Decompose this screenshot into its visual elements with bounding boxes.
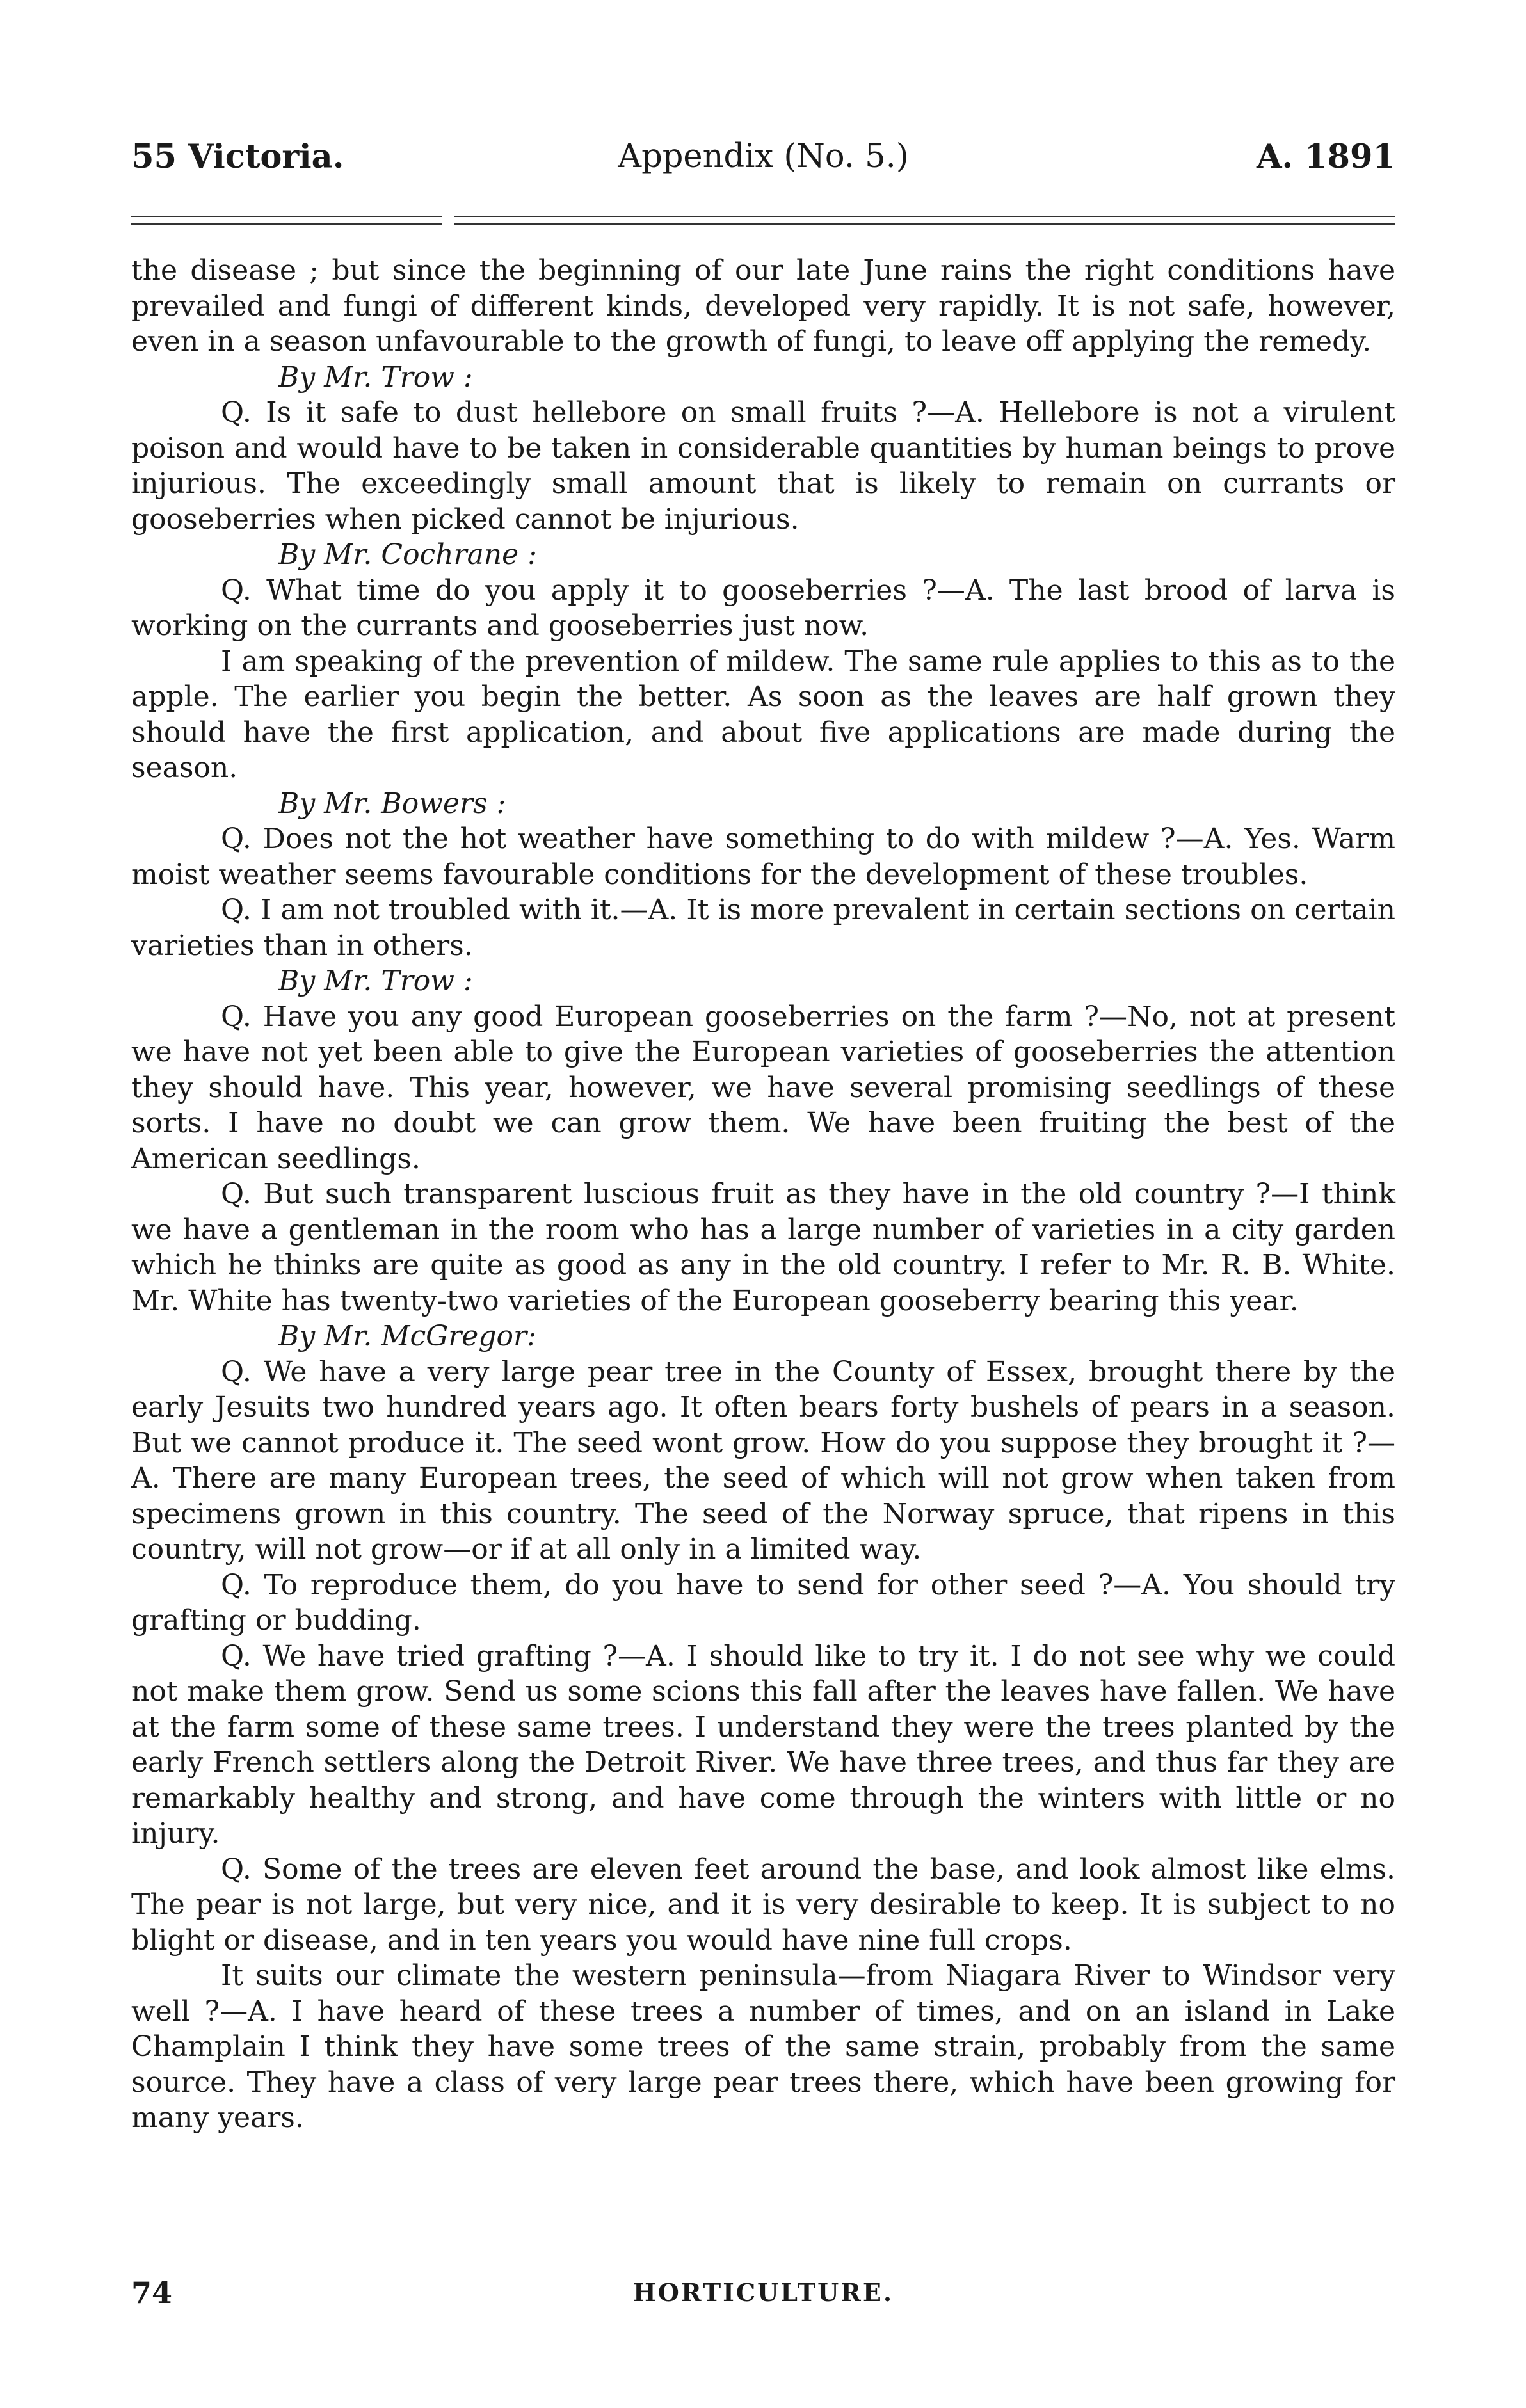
speaker-heading: By Mr. Cochrane : [278,538,537,571]
paragraph: Q. To reproduce them, do you have to send for other seed ?—A. You should try grafting or budding. [131,1568,1395,1637]
paragraph: Q. Does not the hot weather have something to do with mildew ?—A. Yes. Warm moist weather seems favourable conditions for the development of these troubles. [131,823,1395,891]
header-appendix: Appendix (No. 5.) [618,138,909,175]
paragraph: Q. Is it safe to dust hellebore on small fruits ?—A. Hellebore is not a virulent poison and would have to be taken in considerable quantities by human beings to prove injurious. The exceedingly small amount that is likely to remain on currants or gooseberries when picked cannot be injurious. [131,396,1395,536]
header-rule-right-bottom [454,223,1395,225]
running-header [131,138,1395,189]
paragraph: Q. I am not troubled with it.—A. It is more prevalent in certain sections on certain varieties than in others. [131,894,1395,962]
speaker-heading: By Mr. Bowers : [278,787,506,820]
header-session: 55 Victoria. [131,138,344,176]
header-rule-left-bottom [131,223,442,225]
page-number: 74 [131,2276,173,2310]
header-rules [131,214,1395,234]
paragraph: Q. But such transparent luscious fruit as they have in the old country ?—I think we have a gentleman in the room who has a large number of varieties in a city garden which he thinks are quite as good as any in the old country. I refer to Mr. R. B. White. Mr. White has twenty-two varieties of the European gooseberry bearing this year. [131,1178,1395,1317]
header-rule-right-top [454,216,1395,217]
paragraph: Q. We have a very large pear tree in the County of Essex, brought there by the early Jesuits two hundred years ago. It often bears forty bushels of pears in a season. But we cannot produce it. The seed wont grow. How do you suppose they brought it ?—A. There are many European trees, the seed of which will not grow when taken from specimens grown in this country. The seed of the Norway spruce, that ripens in this country, will not grow—or if at all only in a limited way. [131,1355,1395,1566]
header-year: A. 1891 [1256,138,1395,176]
document-page [131,0,1395,2408]
paragraph: It suits our climate the western peninsula—from Niagara River to Windsor very well ?—A. I have heard of these trees a number of times, and on an island in Lake Champlain I think they have some trees of the same strain, probably from the same source. They have a class of very large pear trees there, which have been growing for many years. [131,1959,1395,2134]
paragraph: I am speaking of the prevention of mildew. The same rule applies to this as to the apple. The earlier you begin the better. As soon as the leaves are half grown they should have the first application, and about five applications are made during the season. [131,645,1395,784]
running-footer [131,2276,1395,2314]
document-body [131,253,1395,2136]
paragraph: Q. Have you any good European gooseberries on the farm ?—No, not at present we have not yet been able to give the European varieties of gooseberries the attention they should have. This year, however, we have several promising seedlings of these sorts. I have no doubt we can grow them. We have been fruiting the best of the American seedlings. [131,1000,1395,1175]
paragraph: the disease ; but since the beginning of our late June rains the right conditions have prevailed and fungi of different kinds, developed very rapidly. It is not safe, however, even in a season unfavourable to the growth of fungi, to leave off applying the remedy. [131,254,1395,358]
section-title: HORTICULTURE. [632,2278,894,2307]
paragraph: Q. Some of the trees are eleven feet around the base, and look almost like elms. The pear is not large, but very nice, and it is very desirable to keep. It is subject to no blight or disease, and in ten years you would have nine full crops. [131,1852,1395,1957]
paragraph: Q. What time do you apply it to gooseberries ?—A. The last brood of larva is working on the currants and gooseberries just now. [131,574,1395,642]
speaker-heading: By Mr. Trow : [278,965,473,997]
paragraph: Q. We have tried grafting ?—A. I should like to try it. I do not see why we could not make them grow. Send us some scions this fall after the leaves have fallen. We have at the farm some of these same trees. I understand they were the trees planted by the early French settlers along the Detroit River. We have three trees, and thus far they are remarkably healthy and strong, and have come through the winters with little or no injury. [131,1639,1395,1850]
header-rule-left-top [131,216,442,217]
speaker-heading: By Mr. Trow : [278,360,473,394]
speaker-heading: By Mr. McGregor: [278,1320,536,1352]
